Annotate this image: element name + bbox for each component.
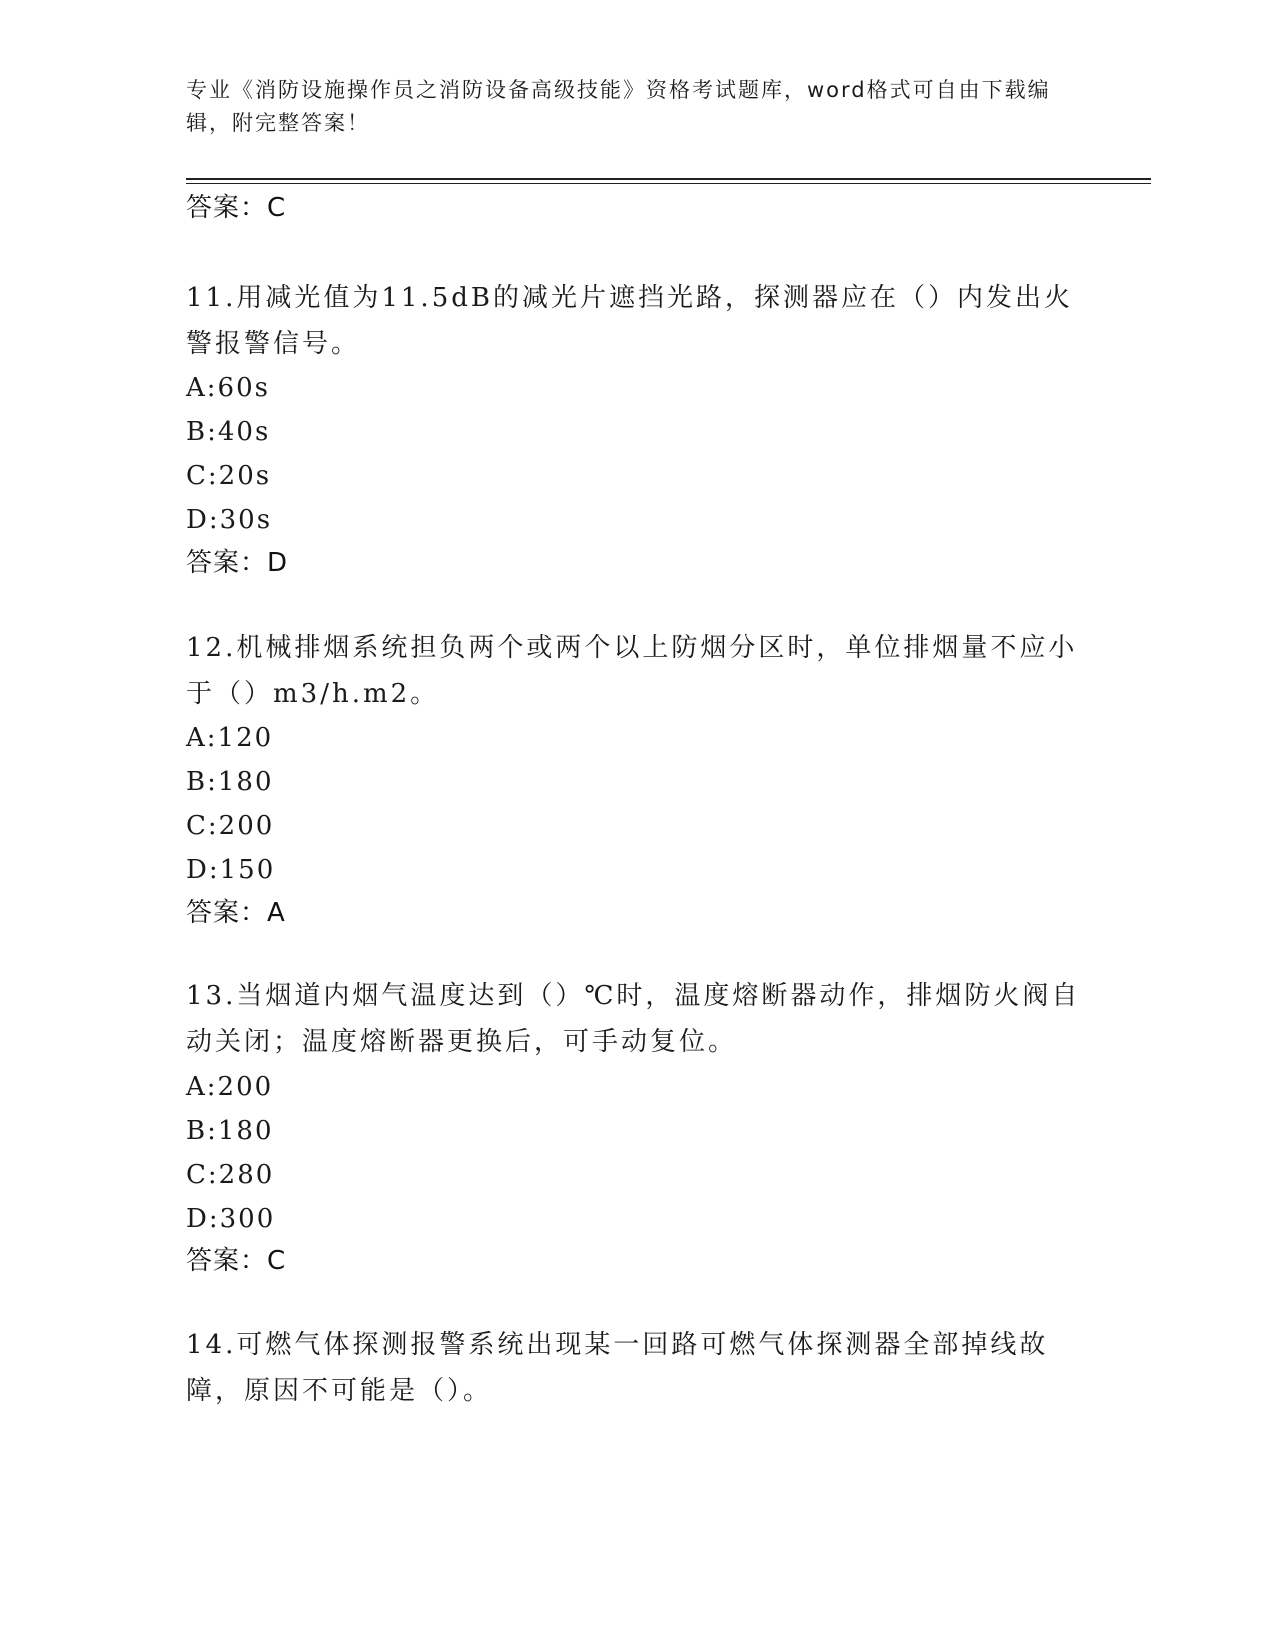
- option-d: D:30s: [186, 505, 273, 535]
- option-c: C:20s: [186, 461, 272, 491]
- option-d: D:300: [186, 1204, 276, 1234]
- document-header: 专业《消防设施操作员之消防设备高级技能》资格考试题库，word格式可自由下载编辑，附完整答案！: [186, 78, 1051, 135]
- option-d: D:150: [186, 855, 276, 885]
- question-text: 13.当烟道内烟气温度达到（）℃时，温度熔断器动作，排烟防火阀自动关闭；温度熔断器更换后，可手动复位。: [186, 981, 1081, 1057]
- option-b: B:180: [186, 767, 274, 797]
- option-c: C:280: [186, 1160, 275, 1190]
- answer-line: 答案：A: [186, 898, 286, 928]
- option-b: B:180: [186, 1116, 274, 1146]
- question-text: 11.用减光值为11.5dB的减光片遮挡光路，探测器应在（）内发出火警报警信号。: [186, 283, 1073, 359]
- option-b: B:40s: [186, 417, 271, 447]
- option-a: A:60s: [186, 373, 270, 403]
- question-text: 12.机械排烟系统担负两个或两个以上防烟分区时，单位排烟量不应小于（）m3/h.m2。: [186, 633, 1078, 709]
- question-text: 14.可燃气体探测报警系统出现某一回路可燃气体探测器全部掉线故障，原因不可能是（）。: [186, 1330, 1049, 1406]
- answer-line: 答案：D: [186, 548, 289, 578]
- answer-line: 答案：C: [186, 193, 287, 223]
- header-divider-thin: [186, 183, 1151, 184]
- option-c: C:200: [186, 811, 275, 841]
- option-a: A:200: [186, 1072, 274, 1102]
- header-divider-thick: [186, 178, 1151, 180]
- answer-line: 答案：C: [186, 1246, 287, 1276]
- option-a: A:120: [186, 723, 274, 753]
